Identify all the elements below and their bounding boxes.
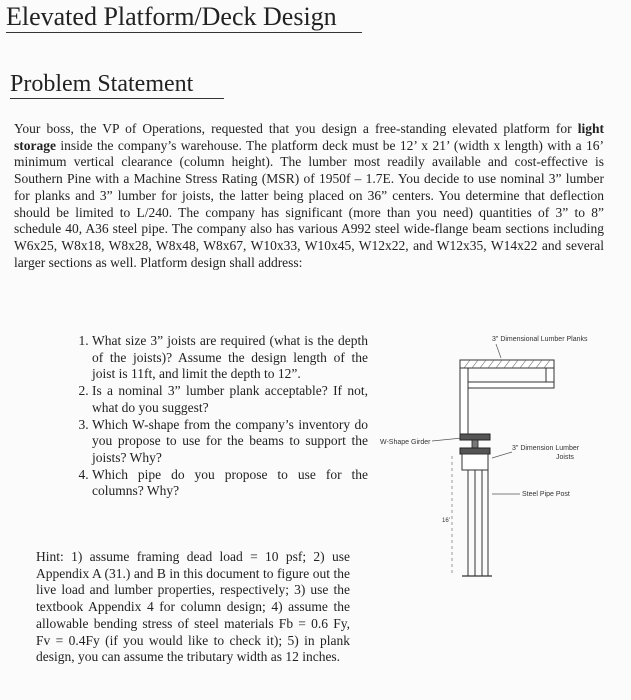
- platform-section-diagram: [376, 326, 626, 586]
- section-heading: Problem Statement: [10, 70, 224, 99]
- question-item: 1. What size 3” joists are required (what is the depth of the joists)? Assume the design length of the joist is 11ft, and limit the depth to 12”.: [92, 333, 368, 383]
- question-item: 4. Which pipe do you propose to use for the columns? Why?: [92, 467, 368, 500]
- planks-leader-line: [496, 344, 501, 358]
- post-label: Steel Pipe Post: [522, 491, 570, 498]
- girder-beam: [460, 434, 490, 440]
- problem-statement: [14, 121, 604, 271]
- statement-bold-text: light storage: [14, 121, 604, 153]
- statement-text-1: Your boss, the VP of Operations, requested that you design a free-standing elevated platform for: [14, 121, 578, 136]
- question-item: 2. Is a nominal 3” lumber plank acceptable? If not, what do you suggest?: [92, 383, 368, 416]
- joists-label-line1: 3" Dimension Lumber: [512, 445, 580, 452]
- joist-horizontal: [468, 382, 554, 388]
- question-item: 3. Which W-shape from the company’s inventory do you propose to use for the beams to support the joists? Why?: [92, 417, 368, 467]
- post-cap: [462, 454, 488, 470]
- girder-label: W-Shape Girder: [380, 439, 431, 446]
- girder-leader-line: [432, 438, 462, 441]
- statement-text-2: inside the company’s warehouse. The platform deck must be 12’ x 21’ (width x length) with a 16’ minimum vertical clearance (column height). The lumber most readily available and cost-effective is Southern Pine with a Machine Stress Rating (MSR) of 1950f – 1.7E. You decide to use nominal 3” lumber for planks and 3” lumber for joists, the latter being placed on 36” centers. You determine that deflection should be limited to L/240. The company has significant (more than you need) quantities of 3” to 8” schedule 40, A36 steel pipe. The company also has various A992 steel wide-flange beam sections including W6x25, W8x18, W8x28, W8x48, W8x67, W10x33, W10x45, W12x22, and W12x35, W14x22 and several larger sections as well. Platform design shall address:: [14, 137, 604, 270]
- height-label: 16': [442, 518, 450, 524]
- joist-vertical-left: [460, 368, 468, 438]
- girder-bottom-flange: [460, 448, 490, 454]
- joists-label-line2: Joists: [556, 454, 574, 461]
- girder-web: [472, 440, 478, 448]
- question-list: [68, 333, 368, 500]
- joists-leader-line: [492, 452, 512, 458]
- hint-text: Hint: 1) assume framing dead load = 10 psf; 2) use Appendix A (31.) and B in this document to figure out the live load and lumber properties, respectively; 3) use the textbook Appendix 4 for column design; 4) assume the allowable bending stress of steel materials Fb = 0.6 Fy, Fv = 0.4Fy (if you would like to check it); 5) in plank design, you can assume the tributary width as 12 inches.: [36, 549, 350, 665]
- planks-label: 3" Dimensional Lumber Planks: [492, 336, 588, 343]
- document-title: Elevated Platform/Deck Design: [6, 2, 362, 33]
